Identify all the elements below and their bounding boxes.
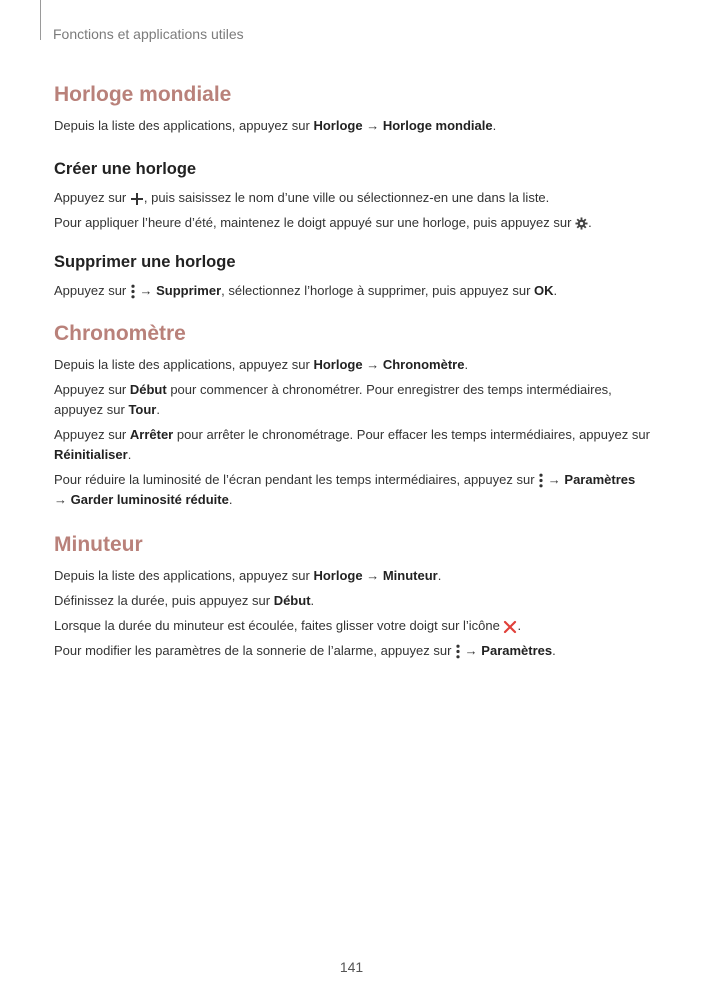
paragraph: Définissez la durée, puis appuyez sur Début. [54, 593, 315, 608]
arrow: → [366, 568, 380, 583]
paragraph: Lorsque la durée du minuteur est écoulée, faites glisser votre doigt sur l’icône . [54, 618, 522, 633]
bold-term: Début [129, 382, 167, 397]
more-vertical-icon [455, 644, 461, 659]
section-title: Chronomètre [54, 322, 186, 345]
intro-paragraph: Depuis la liste des applications, appuyez sur Horloge → Minuteur. [54, 568, 442, 583]
bold-term: Tour [128, 402, 157, 417]
close-x-icon [503, 620, 517, 634]
section-world-clock [54, 82, 654, 301]
section-title: Minuteur [54, 533, 143, 556]
bold-term: Garder luminosité réduite [70, 492, 229, 507]
arrow: → [547, 472, 561, 487]
intro-paragraph: Depuis la liste des applications, appuyez sur Horloge → Chronomètre. [54, 357, 469, 372]
bold-term: Horloge [313, 357, 363, 372]
subsection-title: Supprimer une horloge [54, 253, 236, 271]
arrow: → [139, 283, 153, 298]
bold-term: Paramètres [481, 643, 553, 658]
paragraph: Pour modifier les paramètres de la sonnerie de l’alarme, appuyez sur → Paramètres. [54, 643, 556, 658]
content [54, 82, 654, 677]
more-vertical-icon [538, 473, 544, 488]
paragraph: Appuyez sur , puis saisissez le nom d’une ville ou sélectionnez-en une dans la liste. [54, 190, 550, 205]
subsection-create-clock [54, 158, 654, 233]
plus-icon [130, 192, 144, 206]
paragraph: Appuyez sur → Supprimer, sélectionnez l’horloge à supprimer, puis appuyez sur OK. [54, 283, 558, 298]
arrow: → [366, 118, 380, 133]
intro-paragraph: Depuis la liste des applications, appuyez sur Horloge → Horloge mondiale. [54, 118, 497, 133]
paragraph: Pour réduire la luminosité de l’écran pendant les temps intermédiaires, appuyez sur → Paramètres → Garder luminosité réduite. [54, 472, 636, 507]
bold-term: OK [534, 283, 554, 298]
page-header: Fonctions et applications utiles [53, 26, 244, 42]
arrow: → [366, 357, 380, 372]
arrow: → [464, 643, 478, 658]
bold-term: Supprimer [156, 283, 222, 298]
margin-rule [40, 0, 41, 40]
bold-term: Paramètres [564, 472, 636, 487]
subsection-title: Créer une horloge [54, 160, 197, 178]
section-title: Horloge mondiale [54, 83, 232, 106]
paragraph: Appuyez sur Début pour commencer à chronométrer. Pour enregistrer des temps intermédiaires, appuyez sur Tour. [54, 382, 612, 417]
bold-term: Chronomètre [382, 357, 465, 372]
bold-term: Horloge mondiale [382, 118, 493, 133]
paragraph: Pour appliquer l’heure d’été, maintenez le doigt appuyé sur une horloge, puis appuyez sur . [54, 215, 592, 230]
bold-term: Horloge [313, 568, 363, 583]
bold-term: Début [273, 593, 311, 608]
paragraph: Appuyez sur Arrêter pour arrêter le chronométrage. Pour effacer les temps intermédiaires, appuyez sur Réinitialiser. [54, 427, 650, 462]
gear-icon [575, 217, 588, 230]
bold-term: Horloge [313, 118, 363, 133]
more-vertical-icon [130, 284, 136, 299]
section-timer [54, 532, 654, 661]
bold-term: Réinitialiser [54, 447, 128, 462]
subsection-delete-clock [54, 251, 654, 301]
section-stopwatch [54, 321, 654, 510]
arrow: → [54, 492, 67, 507]
bold-term: Arrêter [129, 427, 174, 442]
page-number: 141 [339, 959, 364, 975]
bold-term: Minuteur [382, 568, 438, 583]
